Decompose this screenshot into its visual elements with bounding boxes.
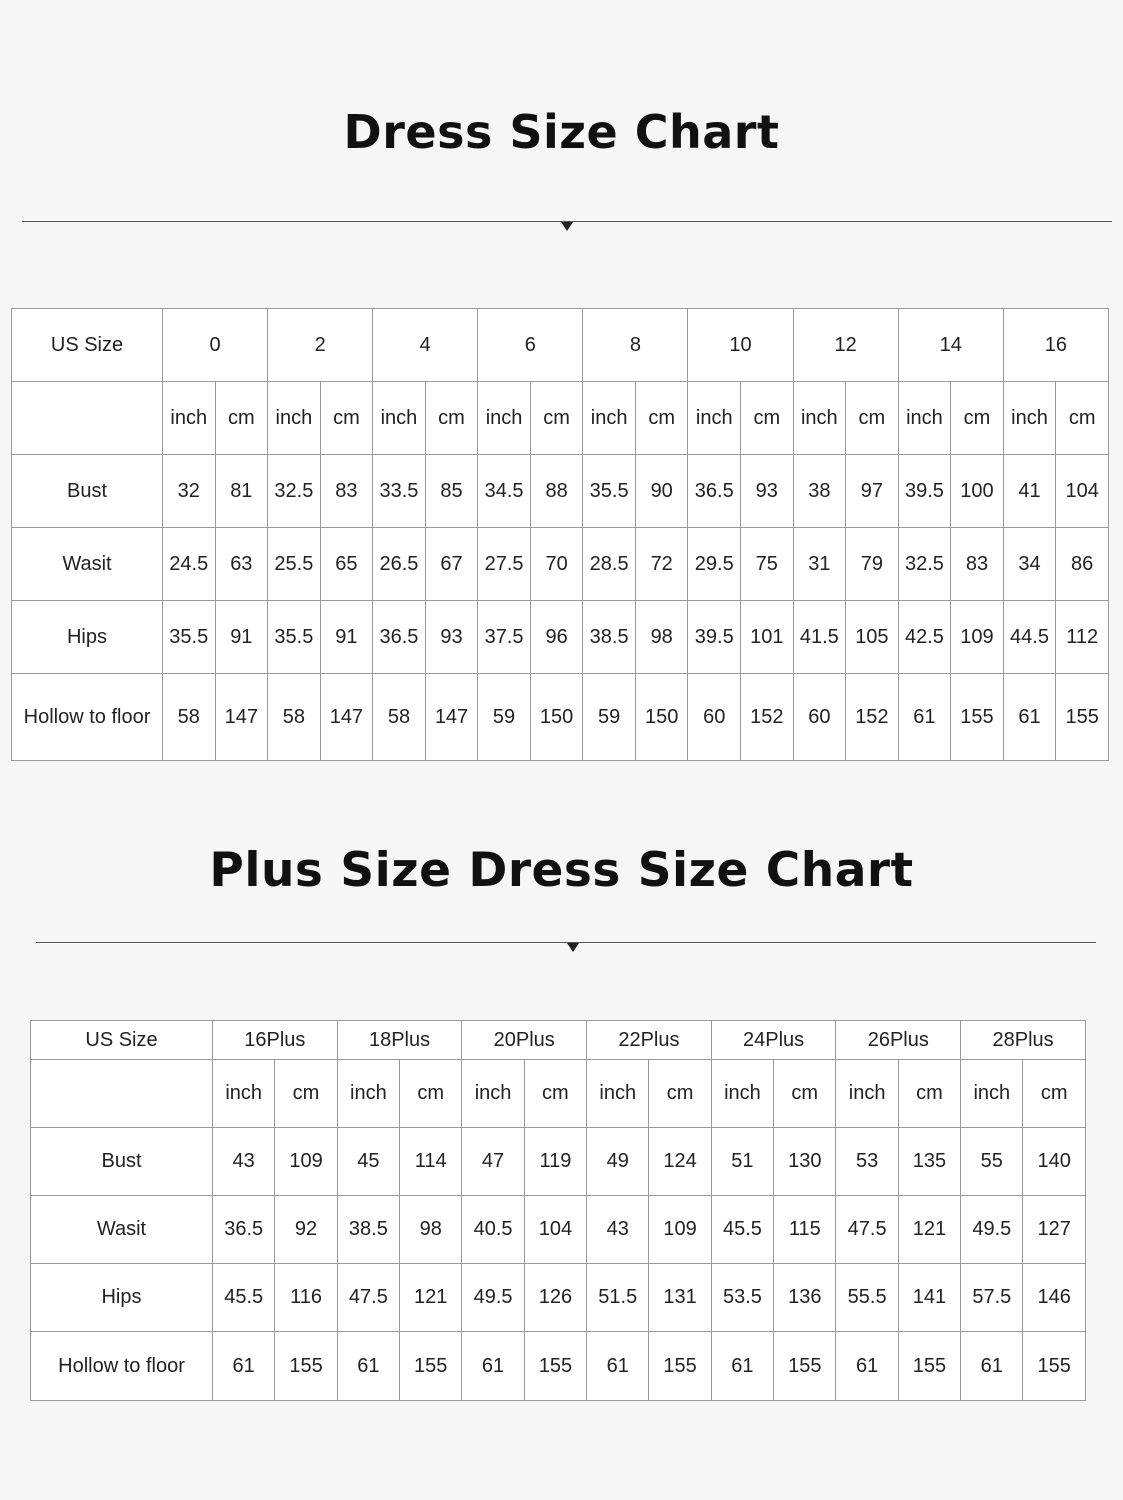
- value-cell: 72: [635, 528, 688, 601]
- unit-cell: cm: [1023, 1060, 1086, 1128]
- size-header-row: [31, 1021, 1086, 1060]
- measurement-label: Wasit: [31, 1196, 213, 1264]
- value-cell: 36.5: [373, 601, 426, 674]
- value-cell: 32.5: [898, 528, 951, 601]
- value-cell: 109: [649, 1196, 711, 1264]
- size-header-cell: 28Plus: [961, 1021, 1086, 1060]
- value-cell: 36.5: [213, 1196, 275, 1264]
- unit-cell: inch: [836, 1060, 898, 1128]
- value-cell: 147: [320, 674, 373, 761]
- value-cell: 53: [836, 1128, 898, 1196]
- value-cell: 61: [462, 1332, 524, 1401]
- value-cell: 79: [846, 528, 899, 601]
- size-header-cell: 4: [373, 309, 478, 382]
- value-cell: 28.5: [583, 528, 636, 601]
- value-cell: 126: [524, 1264, 586, 1332]
- value-cell: 131: [649, 1264, 711, 1332]
- value-cell: 121: [898, 1196, 960, 1264]
- value-cell: 67: [425, 528, 478, 601]
- value-cell: 58: [163, 674, 216, 761]
- table-row: [12, 528, 1109, 601]
- value-cell: 38.5: [337, 1196, 399, 1264]
- value-cell: 155: [898, 1332, 960, 1401]
- value-cell: 88: [530, 455, 583, 528]
- size-header-cell: 10: [688, 309, 793, 382]
- dress-size-table: [11, 308, 1109, 761]
- value-cell: 32: [163, 455, 216, 528]
- unit-cell: cm: [275, 1060, 337, 1128]
- value-cell: 61: [898, 674, 951, 761]
- value-cell: 55.5: [836, 1264, 898, 1332]
- value-cell: 155: [774, 1332, 836, 1401]
- value-cell: 29.5: [688, 528, 741, 601]
- value-cell: 124: [649, 1128, 711, 1196]
- value-cell: 38: [793, 455, 846, 528]
- value-cell: 60: [688, 674, 741, 761]
- value-cell: 146: [1023, 1264, 1086, 1332]
- down-arrow-icon: [567, 943, 579, 952]
- value-cell: 86: [1056, 528, 1109, 601]
- value-cell: 49.5: [961, 1196, 1023, 1264]
- size-header-cell: 16: [1003, 309, 1108, 382]
- value-cell: 43: [213, 1128, 275, 1196]
- plus-size-chart-title: Plus Size Dress Size Chart: [209, 843, 914, 898]
- unit-cell: inch: [373, 382, 426, 455]
- down-arrow-icon: [561, 222, 573, 231]
- unit-cell: cm: [524, 1060, 586, 1128]
- measurement-label: Wasit: [12, 528, 163, 601]
- value-cell: 114: [400, 1128, 462, 1196]
- unit-cell: cm: [846, 382, 899, 455]
- unit-cell: inch: [268, 382, 321, 455]
- value-cell: 45.5: [711, 1196, 773, 1264]
- measurement-label: Hollow to floor: [31, 1332, 213, 1401]
- size-header-cell: 0: [163, 309, 268, 382]
- value-cell: 116: [275, 1264, 337, 1332]
- value-cell: 61: [1003, 674, 1056, 761]
- size-header-cell: 16Plus: [213, 1021, 338, 1060]
- unit-cell: cm: [951, 382, 1004, 455]
- unit-cell: cm: [649, 1060, 711, 1128]
- unit-cell: inch: [1003, 382, 1056, 455]
- value-cell: 41: [1003, 455, 1056, 528]
- value-cell: 61: [961, 1332, 1023, 1401]
- unit-cell: inch: [163, 382, 216, 455]
- divider-line: [36, 942, 1096, 943]
- value-cell: 83: [320, 455, 373, 528]
- value-cell: 150: [635, 674, 688, 761]
- size-header-cell: 18Plus: [337, 1021, 462, 1060]
- value-cell: 152: [846, 674, 899, 761]
- value-cell: 100: [951, 455, 1004, 528]
- value-cell: 155: [524, 1332, 586, 1401]
- value-cell: 96: [530, 601, 583, 674]
- value-cell: 112: [1056, 601, 1109, 674]
- value-cell: 97: [846, 455, 899, 528]
- value-cell: 155: [400, 1332, 462, 1401]
- value-cell: 155: [1023, 1332, 1086, 1401]
- value-cell: 49: [587, 1128, 649, 1196]
- value-cell: 27.5: [478, 528, 531, 601]
- value-cell: 51.5: [587, 1264, 649, 1332]
- value-cell: 44.5: [1003, 601, 1056, 674]
- unit-cell: cm: [425, 382, 478, 455]
- value-cell: 90: [635, 455, 688, 528]
- value-cell: 141: [898, 1264, 960, 1332]
- value-cell: 70: [530, 528, 583, 601]
- size-header-cell: 8: [583, 309, 688, 382]
- unit-cell: cm: [741, 382, 794, 455]
- unit-cell: cm: [320, 382, 373, 455]
- value-cell: 58: [268, 674, 321, 761]
- value-cell: 93: [425, 601, 478, 674]
- value-cell: 140: [1023, 1128, 1086, 1196]
- value-cell: 37.5: [478, 601, 531, 674]
- value-cell: 32.5: [268, 455, 321, 528]
- size-header-cell: 22Plus: [587, 1021, 712, 1060]
- value-cell: 121: [400, 1264, 462, 1332]
- value-cell: 83: [951, 528, 1004, 601]
- value-cell: 150: [530, 674, 583, 761]
- value-cell: 63: [215, 528, 268, 601]
- unit-header-row: [31, 1060, 1086, 1128]
- unit-cell: cm: [1056, 382, 1109, 455]
- value-cell: 35.5: [583, 455, 636, 528]
- value-cell: 105: [846, 601, 899, 674]
- size-header-cell: 24Plus: [711, 1021, 836, 1060]
- table-row: [12, 455, 1109, 528]
- value-cell: 61: [213, 1332, 275, 1401]
- unit-cell: cm: [774, 1060, 836, 1128]
- size-header-cell: 6: [478, 309, 583, 382]
- unit-cell: inch: [478, 382, 531, 455]
- unit-cell: cm: [530, 382, 583, 455]
- value-cell: 34.5: [478, 455, 531, 528]
- value-cell: 53.5: [711, 1264, 773, 1332]
- value-cell: 39.5: [688, 601, 741, 674]
- empty-label-cell: [31, 1060, 213, 1128]
- value-cell: 91: [320, 601, 373, 674]
- size-header-cell: 26Plus: [836, 1021, 961, 1060]
- value-cell: 147: [425, 674, 478, 761]
- unit-cell: inch: [898, 382, 951, 455]
- value-cell: 60: [793, 674, 846, 761]
- measurement-label: Hips: [12, 601, 163, 674]
- value-cell: 45.5: [213, 1264, 275, 1332]
- value-cell: 34: [1003, 528, 1056, 601]
- value-cell: 98: [635, 601, 688, 674]
- value-cell: 33.5: [373, 455, 426, 528]
- value-cell: 61: [836, 1332, 898, 1401]
- measurement-label: Hollow to floor: [12, 674, 163, 761]
- value-cell: 38.5: [583, 601, 636, 674]
- table-row: [31, 1264, 1086, 1332]
- value-cell: 58: [373, 674, 426, 761]
- value-cell: 109: [275, 1128, 337, 1196]
- value-cell: 45: [337, 1128, 399, 1196]
- size-header-cell: 12: [793, 309, 898, 382]
- unit-cell: cm: [400, 1060, 462, 1128]
- value-cell: 57.5: [961, 1264, 1023, 1332]
- value-cell: 47.5: [337, 1264, 399, 1332]
- value-cell: 51: [711, 1128, 773, 1196]
- unit-cell: inch: [793, 382, 846, 455]
- unit-cell: inch: [711, 1060, 773, 1128]
- size-header-cell: 2: [268, 309, 373, 382]
- value-cell: 135: [898, 1128, 960, 1196]
- value-cell: 119: [524, 1128, 586, 1196]
- value-cell: 104: [524, 1196, 586, 1264]
- value-cell: 26.5: [373, 528, 426, 601]
- table-row: [31, 1196, 1086, 1264]
- value-cell: 35.5: [163, 601, 216, 674]
- table-row: [31, 1332, 1086, 1401]
- unit-cell: inch: [961, 1060, 1023, 1128]
- value-cell: 115: [774, 1196, 836, 1264]
- value-cell: 152: [741, 674, 794, 761]
- value-cell: 47.5: [836, 1196, 898, 1264]
- value-cell: 47: [462, 1128, 524, 1196]
- value-cell: 155: [1056, 674, 1109, 761]
- size-header-cell: 20Plus: [462, 1021, 587, 1060]
- value-cell: 101: [741, 601, 794, 674]
- value-cell: 36.5: [688, 455, 741, 528]
- measurement-label: Hips: [31, 1264, 213, 1332]
- value-cell: 93: [741, 455, 794, 528]
- unit-cell: inch: [583, 382, 636, 455]
- value-cell: 127: [1023, 1196, 1086, 1264]
- value-cell: 61: [711, 1332, 773, 1401]
- unit-cell: inch: [587, 1060, 649, 1128]
- unit-cell: inch: [337, 1060, 399, 1128]
- row-header-label: US Size: [31, 1021, 213, 1060]
- value-cell: 109: [951, 601, 1004, 674]
- value-cell: 98: [400, 1196, 462, 1264]
- value-cell: 75: [741, 528, 794, 601]
- value-cell: 65: [320, 528, 373, 601]
- unit-cell: inch: [462, 1060, 524, 1128]
- plus-size-table: [30, 1020, 1086, 1401]
- empty-label-cell: [12, 382, 163, 455]
- measurement-label: Bust: [12, 455, 163, 528]
- unit-header-row: [12, 382, 1109, 455]
- value-cell: 59: [583, 674, 636, 761]
- value-cell: 85: [425, 455, 478, 528]
- value-cell: 130: [774, 1128, 836, 1196]
- value-cell: 43: [587, 1196, 649, 1264]
- value-cell: 39.5: [898, 455, 951, 528]
- value-cell: 35.5: [268, 601, 321, 674]
- value-cell: 41.5: [793, 601, 846, 674]
- unit-cell: inch: [688, 382, 741, 455]
- value-cell: 25.5: [268, 528, 321, 601]
- unit-cell: cm: [215, 382, 268, 455]
- unit-cell: cm: [898, 1060, 960, 1128]
- row-header-label: US Size: [12, 309, 163, 382]
- value-cell: 42.5: [898, 601, 951, 674]
- value-cell: 155: [951, 674, 1004, 761]
- dress-size-chart-title: Dress Size Chart: [343, 105, 780, 159]
- value-cell: 61: [587, 1332, 649, 1401]
- value-cell: 49.5: [462, 1264, 524, 1332]
- unit-cell: inch: [213, 1060, 275, 1128]
- table-row: [12, 601, 1109, 674]
- value-cell: 147: [215, 674, 268, 761]
- value-cell: 155: [649, 1332, 711, 1401]
- size-header-row: [12, 309, 1109, 382]
- table-row: [12, 674, 1109, 761]
- value-cell: 81: [215, 455, 268, 528]
- value-cell: 92: [275, 1196, 337, 1264]
- value-cell: 40.5: [462, 1196, 524, 1264]
- value-cell: 155: [275, 1332, 337, 1401]
- table-row: [31, 1128, 1086, 1196]
- value-cell: 104: [1056, 455, 1109, 528]
- unit-cell: cm: [635, 382, 688, 455]
- value-cell: 59: [478, 674, 531, 761]
- value-cell: 55: [961, 1128, 1023, 1196]
- value-cell: 24.5: [163, 528, 216, 601]
- measurement-label: Bust: [31, 1128, 213, 1196]
- value-cell: 31: [793, 528, 846, 601]
- value-cell: 61: [337, 1332, 399, 1401]
- value-cell: 136: [774, 1264, 836, 1332]
- value-cell: 91: [215, 601, 268, 674]
- size-header-cell: 14: [898, 309, 1003, 382]
